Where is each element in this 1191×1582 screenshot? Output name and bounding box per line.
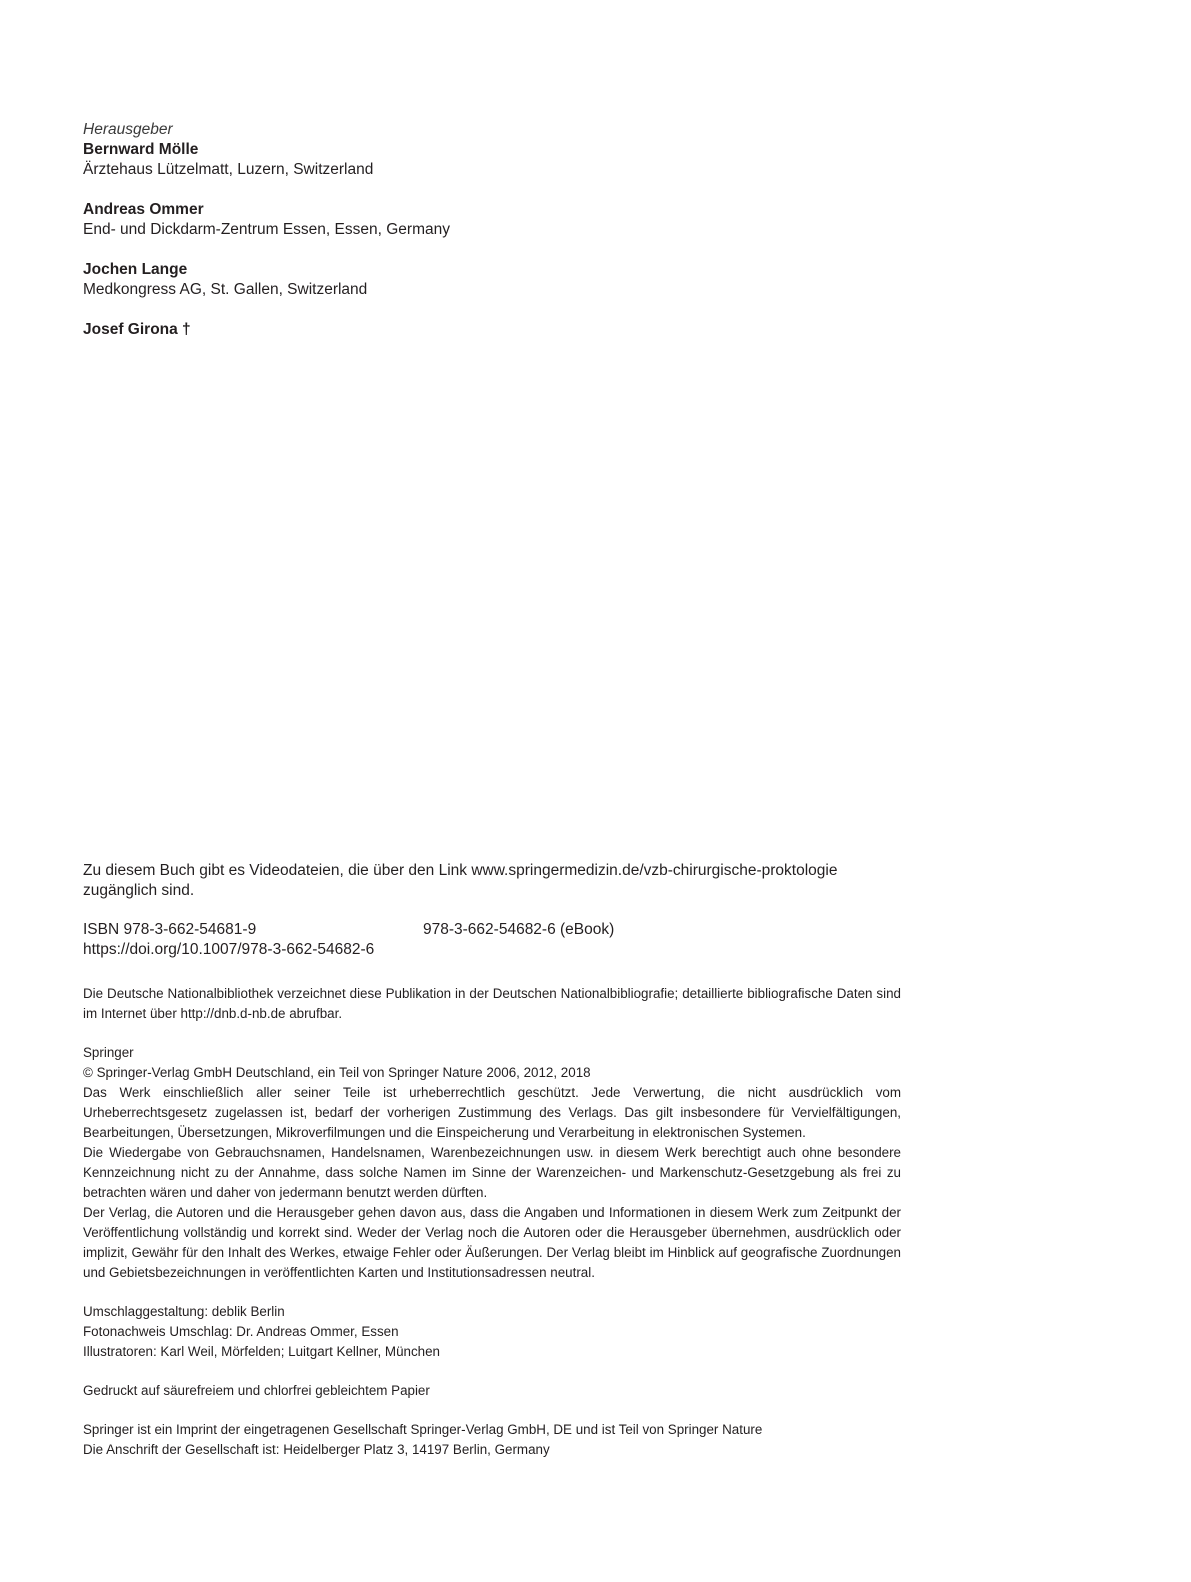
rights-paragraph-3: Der Verlag, die Autoren und die Herausgeber gehen davon aus, dass die Angaben und Informationen in diesem Werk zum Zeitpunkt der Veröffentlichung vollständig und korrekt sind. Weder der Verlag noch die Autoren oder die Herausgeber übernehmen, ausdrücklich oder implizit, Gewähr für den Inhalt des Werkes, etwaige Fehler oder Äußerungen. Der Verlag bleibt im Hinblick auf geografische Zuordnungen und Gebietsbezeichnungen in veröffentlichten Karten und Institutionsadressen neutral. [83, 1205, 901, 1280]
illustrators-credit: Illustratoren: Karl Weil, Mörfelden; Luitgart Kellner, München [83, 1344, 441, 1359]
rights-block [83, 1043, 901, 1283]
editor-name: Josef Girona † [83, 321, 191, 338]
copyright-line: © Springer-Verlag GmbH Deutschland, ein Teil von Springer Nature 2006, 2012, 2018 [83, 1065, 591, 1080]
credits-block [83, 1302, 901, 1362]
editor-entry [83, 200, 903, 240]
editor-affiliation: Medkongress AG, St. Gallen, Switzerland [83, 281, 368, 298]
doi-link[interactable]: https://doi.org/10.1007/978-3-662-54682-6 [83, 941, 375, 958]
cover-design-credit: Umschlaggestaltung: deblik Berlin [83, 1304, 285, 1319]
editor-affiliation: Ärztehaus Lützelmatt, Luzern, Switzerland [83, 161, 374, 178]
editor-entry [83, 120, 903, 180]
cover-photo-credit: Fotonachweis Umschlag: Dr. Andreas Ommer, Essen [83, 1324, 399, 1339]
imprint-line: Springer ist ein Imprint der eingetragenen Gesellschaft Springer-Verlag GmbH, DE und ist Teil von Springer Nature [83, 1422, 763, 1437]
editor-entry [83, 260, 903, 300]
isbn-ebook: 978-3-662-54682-6 (eBook) [423, 921, 615, 938]
rights-paragraph-2: Die Wiedergabe von Gebrauchsnamen, Handelsnamen, Warenbezeichnungen usw. in diesem Werk berechtigt auch ohne besondere Kennzeichnung nicht zu der Annahme, dass solche Namen im Sinne der Warenzeichen- und Markenschutz-Gesetzgebung als frei zu betrachten wären und daher von jedermann benutzt werden dürften. [83, 1145, 901, 1200]
editor-name: Jochen Lange [83, 261, 188, 278]
paper-note: Gedruckt auf säurefreiem und chlorfrei gebleichtem Papier [83, 1383, 430, 1398]
rights-paragraph-1: Das Werk einschließlich aller seiner Teile ist urheberrechtlich geschützt. Jede Verwertung, die nicht ausdrücklich vom Urheberrechtsgesetz zugelassen ist, bedarf der vorherigen Zustimmung des Verlags. Das gilt insbesondere für Vervielfältigungen, Bearbeitungen, Übersetzungen, Mikroverfilmungen und die Einspeicherung und Verarbeitung in elektronischen Systemen. [83, 1085, 901, 1140]
editor-affiliation: End- und Dickdarm-Zentrum Essen, Essen, Germany [83, 221, 450, 238]
address-line: Die Anschrift der Gesellschaft ist: Heidelberger Platz 3, 14197 Berlin, Germany [83, 1442, 550, 1457]
publisher-name: Springer [83, 1045, 134, 1060]
publisher-info [83, 1420, 901, 1460]
editors-role-label: Herausgeber [83, 121, 173, 138]
editors-section [83, 120, 903, 360]
editor-name: Andreas Ommer [83, 201, 204, 218]
dnb-note: Die Deutsche Nationalbibliothek verzeichnet diese Publikation in der Deutschen Nationalbibliografie; detaillierte bibliografische Daten sind im Internet über http://dnb.d-nb.de abrufbar. [83, 986, 901, 1021]
imprint-section [83, 861, 901, 1460]
editor-entry [83, 320, 903, 340]
isbn-print: ISBN 978-3-662-54681-9 [83, 921, 257, 938]
video-note: Zu diesem Buch gibt es Videodateien, die über den Link www.springermedizin.de/vzb-chirurgische-proktologie zugänglich sind. [83, 862, 838, 899]
editor-name: Bernward Mölle [83, 141, 199, 158]
isbn-block [83, 920, 901, 960]
